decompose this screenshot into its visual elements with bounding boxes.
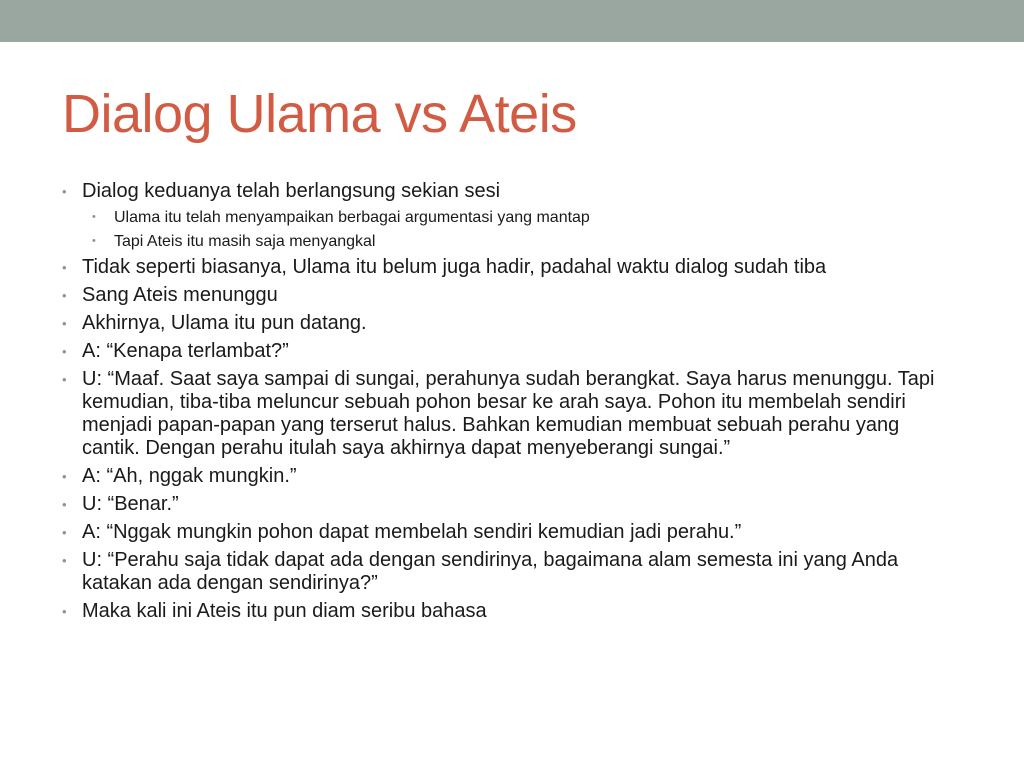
- bullet-item: [62, 493, 962, 516]
- slide-title: Dialog Ulama vs Ateis: [62, 84, 577, 144]
- bullet-text: Sang Ateis menunggu: [82, 284, 278, 306]
- bullet-text: U: “Perahu saja tidak dapat ada dengan sendirinya, bagaimana alam semesta ini yang Anda katakan ada dengan sendirinya?”: [82, 549, 899, 594]
- bullet-icon: •: [62, 344, 67, 359]
- bullet-icon: •: [62, 469, 67, 484]
- bullet-text: U: “Maaf. Saat saya sampai di sungai, perahunya sudah berangkat. Saya harus menunggu. Tapi kemudian, tiba-tiba meluncur sebuah pohon besar ke arah saya. Pohon itu membelah sendiri menjadi papan-papan yang terserut halus. Bahkan kemudian membuat sebuah perahu yang cantik. Dengan perahu itulah saya akhirnya dapat menyeberangi sungai.”: [82, 368, 935, 459]
- bullet-icon: •: [62, 184, 67, 199]
- bullet-icon: •: [62, 316, 67, 331]
- bullet-icon: •: [62, 288, 67, 303]
- bullet-item: [62, 180, 962, 203]
- sub-bullet-item: [62, 208, 962, 227]
- bullet-text: Tidak seperti biasanya, Ulama itu belum juga hadir, padahal waktu dialog sudah tiba: [82, 256, 827, 278]
- top-decorative-band: [0, 0, 1024, 42]
- bullet-icon: •: [62, 372, 67, 387]
- bullet-icon: •: [92, 235, 96, 247]
- bullet-item: [62, 256, 962, 279]
- sub-bullet-item: [62, 232, 962, 251]
- bullet-icon: •: [92, 211, 96, 223]
- bullet-text: A: “Ah, nggak mungkin.”: [82, 465, 297, 487]
- bullet-text: Ulama itu telah menyampaikan berbagai argumentasi yang mantap: [114, 209, 590, 226]
- bullet-icon: •: [62, 497, 67, 512]
- bullet-item: [62, 312, 962, 335]
- bullet-icon: •: [62, 604, 67, 619]
- bullet-text: Tapi Ateis itu masih saja menyangkal: [114, 233, 376, 250]
- bullet-item: [62, 340, 962, 363]
- bullet-icon: •: [62, 553, 67, 568]
- bullet-item: [62, 600, 962, 623]
- bullet-item: [62, 465, 962, 488]
- bullet-text: Dialog keduanya telah berlangsung sekian sesi: [82, 180, 501, 202]
- bullet-item: [62, 368, 962, 460]
- bullet-text: Maka kali ini Ateis itu pun diam seribu bahasa: [82, 600, 487, 622]
- bullet-item: [62, 521, 962, 544]
- bullet-item: [62, 284, 962, 307]
- bullet-icon: •: [62, 260, 67, 275]
- bullet-text: A: “Kenapa terlambat?”: [82, 340, 289, 362]
- bullet-icon: •: [62, 525, 67, 540]
- bullet-text: Akhirnya, Ulama itu pun datang.: [82, 312, 367, 334]
- bullet-text: U: “Benar.”: [82, 493, 179, 515]
- bullet-list: [62, 180, 962, 628]
- bullet-item: [62, 549, 962, 595]
- bullet-text: A: “Nggak mungkin pohon dapat membelah sendiri kemudian jadi perahu.”: [82, 521, 742, 543]
